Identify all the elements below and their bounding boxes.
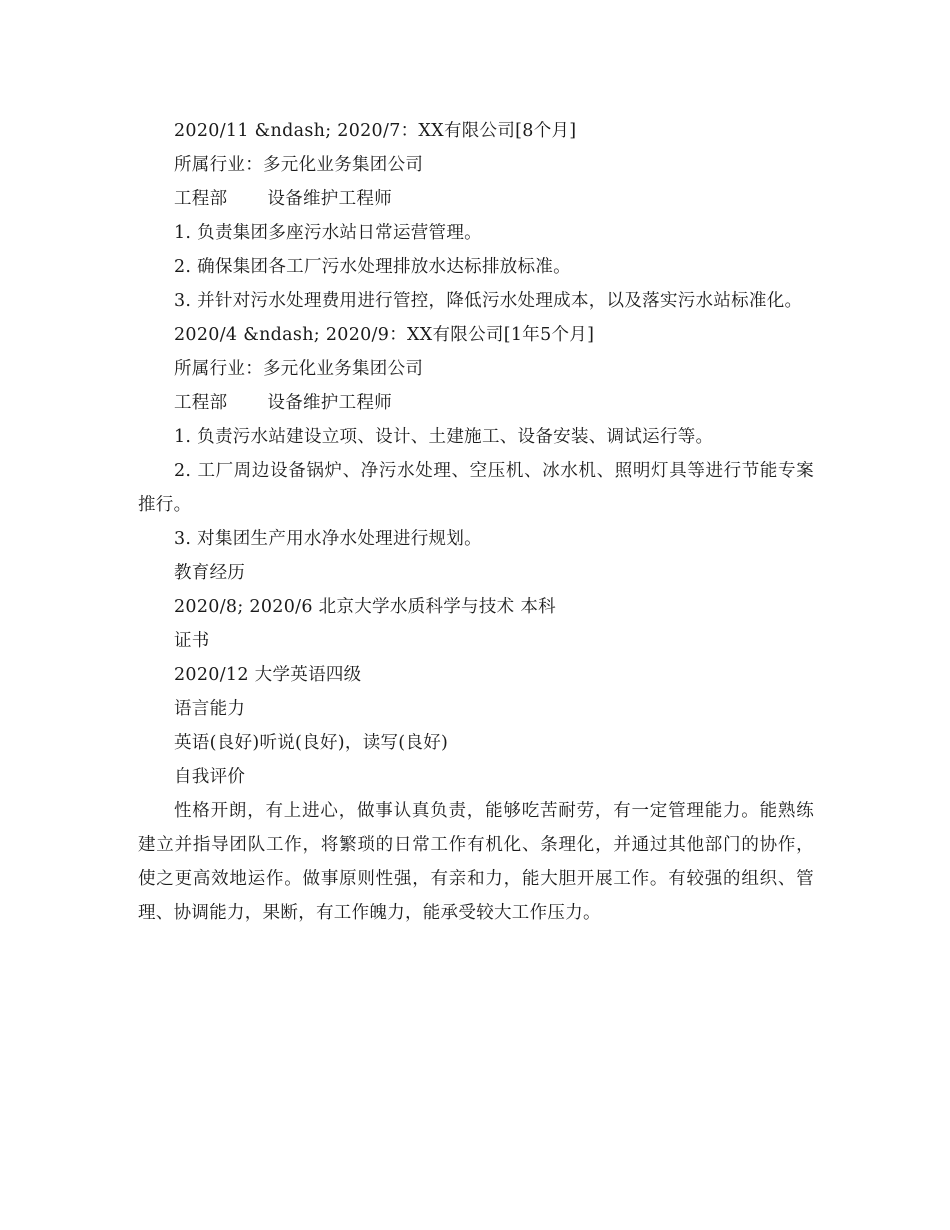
job2-duty-3: 3. 对集团生产用水净水处理进行规划。: [174, 529, 482, 549]
job2-period: 2020/4 &ndash; 2020/9：XX有限公司[1年5个月]: [174, 325, 595, 345]
job1-duty-2: 2. 确保集团各工厂污水处理排放水达标排放标准。: [174, 257, 571, 277]
self-evaluation-text: 性格开朗，有上进心，做事认真负责，能够吃苦耐劳，有一定管理能力。能熟练建立并指导团队工作，将繁琐的日常工作有机化、条理化，并通过其他部门的协作，使之更高效地运作。做事原则性强，有亲和力，能大胆开展工作。有较强的组织、管理、协调能力，果断，有工作魄力，能承受较大工作压力。: [138, 801, 814, 923]
certificates-heading: 证书: [174, 631, 210, 651]
job2-position: [138, 386, 814, 420]
job2-duty-2: 2. 工厂周边设备锅炉、净污水处理、空压机、冰水机、照明灯具等进行节能专案推行。: [138, 461, 814, 515]
job1-duty-1: 1. 负责集团多座污水站日常运营管理。: [174, 223, 482, 243]
resume-page: [138, 114, 814, 930]
job1-duty-3: 3. 并针对污水处理费用进行管控，降低污水处理成本，以及落实污水站标准化。: [174, 291, 803, 311]
job1-period: 2020/11 &ndash; 2020/7：XX有限公司[8个月]: [174, 121, 577, 141]
education-entry: 2020/8; 2020/6 北京大学水质科学与技术 本科: [174, 597, 556, 617]
job1-title: 设备维护工程师: [267, 189, 393, 209]
job2-duty-1: 1. 负责污水站建设立项、设计、土建施工、设备安装、调试运行等。: [174, 427, 714, 447]
languages-heading: 语言能力: [174, 699, 246, 719]
certificates-entry: 2020/12 大学英语四级: [174, 665, 362, 685]
job2-title: 设备维护工程师: [267, 393, 393, 413]
job1-industry: 所属行业：多元化业务集团公司: [174, 155, 424, 175]
languages-entry: 英语(良好)听说(良好)，读写(良好): [174, 733, 449, 753]
job1-dept: 工程部: [174, 189, 228, 209]
job1-position: [138, 182, 814, 216]
job2-dept: 工程部: [174, 393, 228, 413]
self-evaluation-heading: 自我评价: [174, 767, 246, 787]
job2-industry: 所属行业：多元化业务集团公司: [174, 359, 424, 379]
education-heading: 教育经历: [174, 563, 246, 583]
